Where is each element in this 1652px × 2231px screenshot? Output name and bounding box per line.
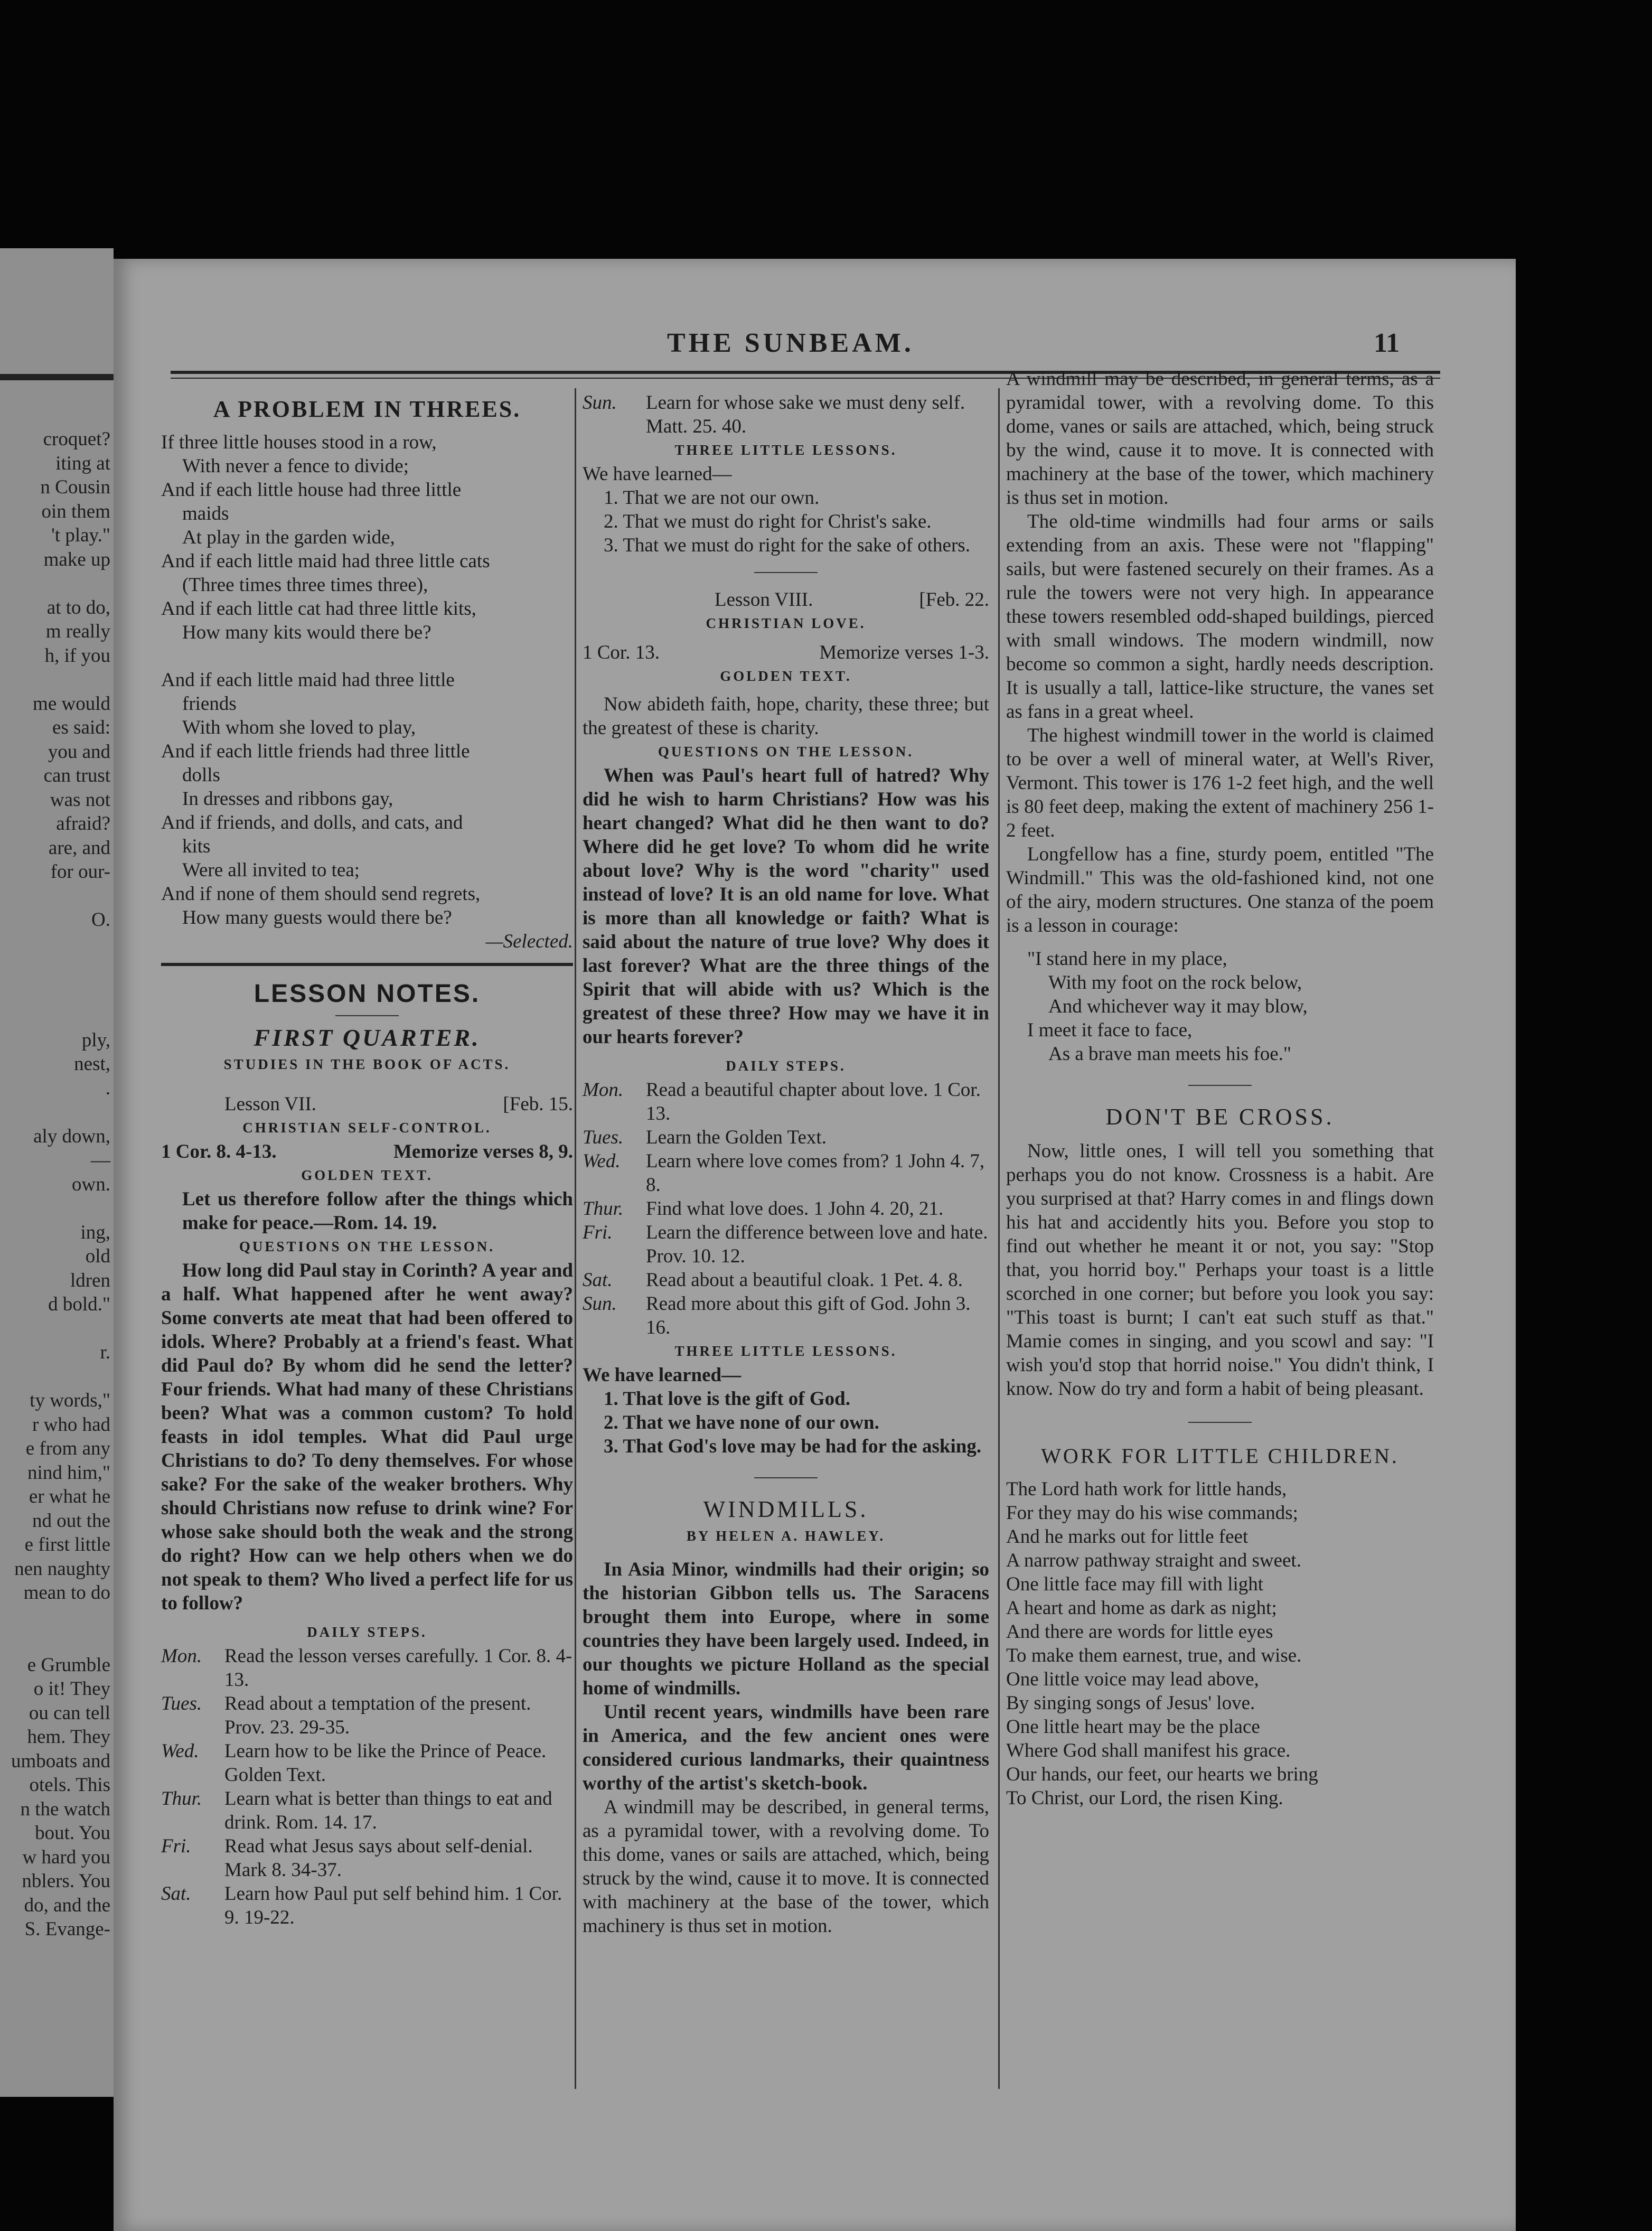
quarter-heading: FIRST QUARTER.: [254, 1024, 481, 1051]
lesson-7-subject: CHRISTIAN SELF-CONTROL.: [242, 1120, 492, 1136]
daily-step: [161, 1692, 573, 1739]
step-day: Sun.: [583, 392, 617, 414]
golden-text-heading: GOLDEN TEXT.: [301, 1167, 433, 1183]
stanza-line: "I stand here in my place,: [1027, 948, 1227, 970]
studies-heading: STUDIES IN THE BOOK OF ACTS.: [223, 1056, 511, 1072]
work-poem-line: One little heart may be the place: [1006, 1716, 1260, 1738]
learned-line: We have learned—: [583, 1364, 741, 1386]
stanza-line: And whichever way it may blow,: [1048, 996, 1308, 1017]
poem-line: And if friends, and dolls, and cats, and: [161, 812, 463, 833]
fragment-line: ing,: [80, 1221, 110, 1243]
poem-line: maids: [182, 503, 229, 524]
step-day: Sun.: [583, 1293, 617, 1315]
cross-text: Now, little ones, I will tell you something that perhaps you do not know. Crossness is a habit. Are you surprised at that? Harry comes in and flings down his hat and accidently hits you. Before you stop to find out whether he meant it or not, you say: "Stop that, you horrid boy." Perhaps your toast is a little scorched in one corner; but before you look you say: "This toast is burnt; I can't eat such stuff as that." Mamie comes in singing, and you scowl and say: "I wish you'd stop that horrid noise." You didn't think, I know. Now do try and form a habit of being pleasant.: [1006, 1140, 1434, 1400]
step-text: Learn the difference between love and hate. Prov. 10. 12.: [646, 1222, 988, 1267]
fragment-rule: [0, 374, 114, 380]
fragment-line: bout. You: [35, 1822, 110, 1844]
daily-step: [583, 1078, 989, 1126]
lesson-7-label: Lesson VII.: [224, 1093, 317, 1115]
fragment-line: ty words,": [30, 1390, 110, 1411]
lesson-8-label: Lesson VIII.: [715, 589, 813, 611]
lesson-item: 2. That we have none of our own.: [604, 1412, 879, 1433]
poem-line: And if none of them should send regrets,: [161, 883, 481, 905]
step-text: Read about a beautiful cloak. 1 Pet. 4. 8.: [646, 1269, 963, 1291]
fragment-line: o it! They: [33, 1678, 110, 1700]
fragment-line: otels. This: [29, 1774, 110, 1796]
work-poem-line: One little face may fill with light: [1006, 1573, 1264, 1595]
step-day: Wed.: [161, 1740, 199, 1762]
fragment-line: nest,: [74, 1053, 110, 1075]
three-lessons-heading: THREE LITTLE LESSONS.: [674, 1343, 897, 1359]
fragment-line: e Grumble: [27, 1654, 110, 1676]
lesson-8-daily-steps: [583, 1078, 989, 1339]
poem-title: A PROBLEM IN THREES.: [213, 396, 521, 422]
fragment-line: n the watch: [20, 1798, 110, 1820]
work-poem-line: And there are words for little eyes: [1006, 1621, 1273, 1643]
column-1: [161, 391, 573, 1929]
poem-line: Were all invited to tea;: [182, 859, 360, 881]
work-poem-line: By singing songs of Jesus' love.: [1006, 1692, 1255, 1714]
daily-step: [161, 1787, 573, 1834]
questions-heading: QUESTIONS ON THE LESSON.: [658, 744, 914, 760]
windmills-paragraph-3-start: A windmill may be described, in general terms, as a pyramidal tower, with a revolving dome. To this dome, vanes or sails are attached, which, being struck by the wind, cause it to move. It is connected with machinery at the base of the tower, which machinery is thus set in motion.: [583, 1796, 989, 1937]
step-text: Learn the Golden Text.: [646, 1127, 827, 1148]
step-day: Tues.: [161, 1693, 202, 1714]
stanza-line: With my foot on the rock below,: [1048, 972, 1302, 993]
poem-line: [161, 644, 573, 668]
poem-line: friends: [182, 693, 237, 715]
lesson-item: 2. That we must do right for Christ's sake.: [604, 511, 932, 532]
windmills-paragraph-6: Longfellow has a fine, sturdy poem, entitled "The Windmill." This was the old-fashioned kind, not one of the airy, modern structures. One stanza of the poem is a lesson in courage:: [1006, 843, 1434, 936]
fragment-line: you and: [48, 740, 110, 763]
fragment-line: ply,: [81, 1029, 110, 1051]
fragment-line: aly down,: [33, 1125, 110, 1147]
short-rule: [1188, 1085, 1252, 1086]
learned-line: We have learned—: [583, 463, 732, 485]
step-day: Thur.: [583, 1198, 624, 1220]
fragment-line: croquet?: [43, 428, 110, 450]
daily-step: [583, 1126, 989, 1149]
poem-line: kits: [182, 836, 211, 857]
poem-line: How many kits would there be?: [182, 622, 431, 643]
short-rule: [754, 1477, 818, 1478]
lesson-notes-title: LESSON NOTES.: [254, 980, 481, 1008]
step-day: Mon.: [583, 1079, 624, 1101]
fragment-line: d bold.": [48, 1293, 110, 1315]
step-text: Learn how to be like the Prince of Peace. Golden Text.: [224, 1740, 547, 1786]
stanza-line: As a brave man meets his foe.": [1048, 1043, 1291, 1065]
lesson-7-memorize: Memorize verses 8, 9.: [393, 1141, 573, 1163]
fragment-line: —: [91, 1149, 110, 1171]
work-poem-line: A heart and home as dark as night;: [1006, 1597, 1277, 1619]
page-title: THE SUNBEAM.: [667, 328, 914, 358]
daily-steps-heading: DAILY STEPS.: [726, 1058, 846, 1074]
step-day: Fri.: [161, 1835, 191, 1857]
lesson-7-daily-steps: [161, 1644, 573, 1929]
poem-line: And if each little friends had three little: [161, 740, 470, 762]
windmills-paragraph-1: In Asia Minor, windmills had their origin; so the historian Gibbon tells us. The Saracens brought them into Europe, where in some countries they have been largely used. Indeed, in our thoughts we picture Holland as the special home of windmills.: [583, 1559, 989, 1699]
windmills-byline: BY HELEN A. HAWLEY.: [686, 1528, 886, 1544]
step-day: Wed.: [583, 1150, 621, 1172]
fragment-line: nd out the: [32, 1510, 110, 1532]
lesson-item: 3. That we must do right for the sake of others.: [604, 535, 970, 556]
lesson-item: 1. That we are not our own.: [604, 487, 820, 509]
lesson-7-daily-steps-cont: [583, 391, 989, 438]
lesson-8-three-lessons: [583, 1387, 989, 1458]
newspaper-page: [114, 259, 1516, 2231]
step-day: Mon.: [161, 1645, 202, 1667]
lesson-8-memorize: Memorize verses 1-3.: [819, 642, 989, 663]
fragment-line: own.: [72, 1173, 110, 1195]
step-day: Tues.: [583, 1127, 624, 1148]
fragment-line: make up: [43, 548, 110, 570]
daily-step: [161, 1882, 573, 1929]
windmills-paragraph-2: Until recent years, windmills have been rare in America, and the few ancient ones were considered curious landmarks, their quaintness worthy of the artist's sketch-book.: [583, 1701, 989, 1794]
windmills-paragraph-5: The highest windmill tower in the world is claimed to be over a well of mineral water, at Well's River, Vermont. This tower is 176 1-2 feet high, and the well is 80 feet deep, making the extent of machinery 256 1-2 feet.: [1006, 725, 1434, 841]
fragment-line: for our-: [50, 861, 110, 883]
fragment-line: afraid?: [56, 813, 110, 835]
lesson-7-questions: How long did Paul stay in Corinth? A year and a half. What happened after he went away? Some converts ate meat that had been offered to idols. Where? Probably at a friend's feast. What did Paul do? By whom did he send the letter? Four friends. What had many of these Christians been? What was a common custom? To hold feasts in idol temples. What did Paul urge Christians to do? To deny themselves. For whose sake? For the sake of the weaker brothers. Why should Christians now refuse to drink wine? For whose sake should both the weak and the strong do right? How can we help others when we do not speak to them? Who lived a perfect life for us to follow?: [161, 1260, 573, 1614]
fragment-line: me would: [33, 692, 110, 715]
poem-line: And if each little cat had three little kits,: [161, 598, 476, 620]
fragment-line: ldren: [70, 1269, 110, 1291]
daily-step: [583, 1268, 989, 1292]
lesson-7-golden-text: Let us therefore follow after the things which make for peace.—Rom. 14. 19.: [182, 1188, 573, 1234]
work-poem: [1006, 1477, 1434, 1810]
daily-step: [583, 1197, 989, 1221]
previous-page-fragment: [0, 248, 114, 2097]
fragment-line: iting at: [55, 452, 110, 474]
fragment-line: are, and: [48, 837, 110, 859]
fragment-line: oin them: [41, 500, 110, 522]
step-day: Sat.: [161, 1883, 191, 1905]
column-divider: [998, 388, 1000, 2089]
step-text: Read about a temptation of the present. Prov. 23. 29-35.: [224, 1693, 531, 1738]
short-rule: [335, 1015, 399, 1016]
fragment-line: was not: [50, 789, 110, 811]
work-poem-line: One little voice may lead above,: [1006, 1668, 1259, 1690]
three-lessons-heading: THREE LITTLE LESSONS.: [674, 442, 897, 458]
windmills-title: WINDMILLS.: [703, 1496, 869, 1522]
poem-line: In dresses and ribbons gay,: [182, 788, 393, 810]
daily-step: [161, 1834, 573, 1882]
daily-step: [583, 1221, 989, 1268]
step-text: Find what love does. 1 John 4. 20, 21.: [646, 1198, 944, 1220]
daily-step: [161, 1739, 573, 1787]
work-poem-line: Where God shall manifest his grace.: [1006, 1740, 1291, 1761]
step-text: Learn where love comes from? 1 John 4. 7, 8.: [646, 1150, 985, 1196]
work-poem-line: To make them earnest, true, and wise.: [1006, 1645, 1302, 1666]
daily-step: [583, 1292, 989, 1339]
poem-line: How many guests would there be?: [182, 907, 452, 929]
step-text: Learn for whose sake we must deny self. Matt. 25. 40.: [646, 392, 965, 437]
poem-line: dolls: [182, 764, 220, 786]
fragment-line: .: [105, 1077, 110, 1099]
lesson-8-questions: When was Paul's heart full of hatred? Why did he wish to harm Christians? How was his heart changed? What did he then want to do? Where did he get love? To whom did he write about love? Why is the word "charity" used instead of love? It is an old name for love. What is more than all knowledge or faith? What is said about the nature of true love? Why does it last forever? What are the three things of the Spirit that will abide with us? Which is the greatest of these three? How may we have it in our hearts forever?: [583, 765, 989, 1048]
fragment-line: es said:: [52, 717, 110, 738]
cross-title: DON'T BE CROSS.: [1105, 1104, 1335, 1130]
work-poem-line: To Christ, our Lord, the risen King.: [1006, 1787, 1283, 1809]
stanza-line: I meet it face to face,: [1027, 1019, 1193, 1041]
fragment-line: w hard you: [22, 1846, 110, 1868]
fragment-line: 't play.": [51, 524, 110, 546]
daily-step: [161, 1644, 573, 1692]
fragment-line: h, if you: [44, 644, 110, 667]
fragment-line: hem. They: [27, 1726, 110, 1748]
fragment-line: r who had: [32, 1413, 110, 1436]
step-text: Learn how Paul put self behind him. 1 Cor. 9. 19-22.: [224, 1883, 562, 1928]
lesson-item: 1. That love is the gift of God.: [604, 1388, 850, 1410]
poem-line: If three little houses stood in a row,: [161, 432, 437, 453]
work-poem-line: Our hands, our feet, our hearts we bring: [1006, 1764, 1318, 1785]
poem-line: And if each little maid had three little: [161, 669, 455, 691]
poem-line: And if each little house had three little: [161, 479, 462, 501]
step-day: Thur.: [161, 1788, 202, 1810]
fragment-line: er what he: [29, 1486, 110, 1507]
column-3: [1006, 368, 1434, 1810]
fragment-line: r.: [100, 1342, 110, 1363]
step-text: Read more about this gift of God. John 3. 16.: [646, 1293, 971, 1338]
fragment-line: can trust: [43, 765, 110, 786]
lesson-7-date: [Feb. 15.: [503, 1093, 573, 1115]
lesson-7-ref: 1 Cor. 8. 4-13.: [161, 1141, 277, 1163]
column-2: [583, 391, 989, 1937]
windmill-stanza: [1006, 947, 1434, 1066]
lesson-item: 3. That God's love may be had for the asking.: [604, 1436, 982, 1457]
step-day: Sat.: [583, 1269, 613, 1291]
work-poem-line: And he marks out for little feet: [1006, 1526, 1249, 1548]
fragment-line: ou can tell: [29, 1702, 110, 1724]
fragment-line: mean to do: [23, 1582, 110, 1604]
fragment-line: e first little: [24, 1534, 110, 1555]
golden-text-heading: GOLDEN TEXT.: [720, 668, 852, 684]
work-poem-line: A narrow pathway straight and sweet.: [1006, 1550, 1301, 1571]
lesson-8-ref: 1 Cor. 13.: [583, 642, 660, 663]
fragment-line: S. Evange-: [24, 1918, 110, 1940]
daily-step: [583, 391, 989, 438]
step-text: Read a beautiful chapter about love. 1 Cor. 13.: [646, 1079, 981, 1124]
fragment-line: m really: [45, 621, 110, 642]
fragment-line: do, and the: [24, 1894, 110, 1916]
poem-line: And if each little maid had three little cats: [161, 550, 490, 572]
poem-line: At play in the garden wide,: [182, 527, 395, 548]
page-number: 11: [1374, 328, 1400, 358]
windmills-paragraph-4: The old-time windmills had four arms or sails extending from an axis. These were not "flapping" sails, but were fastened securely on their frames. As a rule the towers were not very high. In appearance these towers resembled odd-shaped buildings, pierced with small windows. The modern windmill, now become so common a sight, hardly needs description. It is usually a tall, lattice-like structure, the vanes set as fans in a great wheel.: [1006, 511, 1434, 723]
poem-credit: —Selected.: [485, 931, 573, 952]
poem-line: (Three times three times three),: [182, 574, 428, 596]
short-rule: [754, 572, 818, 573]
short-rule: [1188, 1422, 1252, 1423]
lesson-8-date: [Feb. 22.: [919, 589, 989, 611]
fragment-line: nen naughty: [14, 1558, 110, 1580]
fragment-line: n Cousin: [40, 476, 110, 498]
questions-heading: QUESTIONS ON THE LESSON.: [239, 1239, 495, 1254]
lesson-7-three-lessons: [583, 486, 989, 557]
fragment-line: umboats and: [11, 1750, 110, 1772]
fragment-line: at to do,: [46, 596, 110, 618]
lesson-8-golden-text: Now abideth faith, hope, charity, these three; but the greatest of these is charity.: [583, 693, 989, 739]
work-poem-line: The Lord hath work for little hands,: [1006, 1478, 1287, 1500]
work-poem-line: For they may do his wise commands;: [1006, 1502, 1298, 1524]
step-text: Learn what is better than things to eat and drink. Rom. 14. 17.: [224, 1788, 552, 1833]
step-text: Read the lesson verses carefully. 1 Cor. 8. 4-13.: [224, 1645, 572, 1691]
fragment-line: nind him,": [27, 1461, 110, 1484]
fragment-line: nblers. You: [22, 1870, 110, 1892]
windmills-paragraph-3: A windmill may be described, in general terms, as a pyramidal tower, with a revolving dome. To this dome, vanes or sails are attached, which, being struck by the wind, cause it to move. It is connected with machinery at the base of the tower, which machinery is thus set in motion.: [1006, 368, 1434, 509]
poem-line: With whom she loved to play,: [182, 717, 416, 738]
lesson-8-subject: CHRISTIAN LOVE.: [706, 615, 866, 631]
poem-line: With never a fence to divide;: [182, 455, 409, 477]
work-title: WORK FOR LITTLE CHILDREN.: [1041, 1444, 1399, 1468]
step-text: Read what Jesus says about self-denial. Mark 8. 34-37.: [224, 1835, 533, 1881]
poem-body: [161, 430, 573, 930]
daily-steps-heading: DAILY STEPS.: [307, 1624, 427, 1640]
fragment-line: e from any: [25, 1438, 110, 1459]
section-rule: [161, 963, 573, 966]
fragment-line: O.: [91, 909, 110, 931]
step-day: Fri.: [583, 1222, 613, 1243]
daily-step: [583, 1149, 989, 1197]
column-divider: [575, 388, 576, 2089]
fragment-line: old: [85, 1245, 110, 1267]
